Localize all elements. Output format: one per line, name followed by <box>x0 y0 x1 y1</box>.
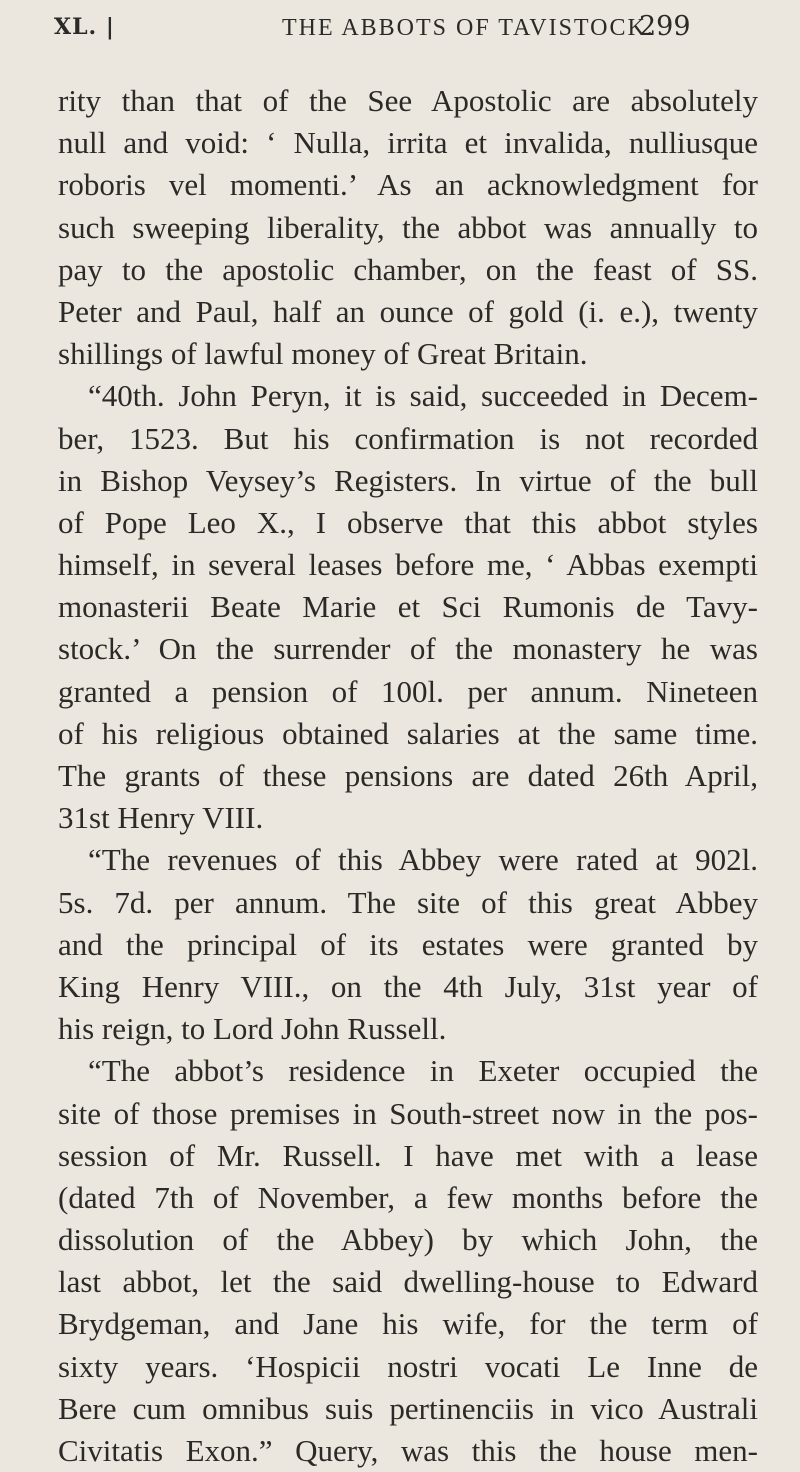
text-line: The grants of these pensions are dated 26th April, <box>58 758 758 793</box>
volume-number: XL. | <box>54 14 115 40</box>
text-line: 31st Henry VIII. <box>58 800 264 836</box>
text-line: ber, 1523. But his confirmation is not recorded <box>58 420 758 456</box>
text-line: null and void: ‘ Nulla, irrita et invalida, nulliusque <box>58 125 758 161</box>
text-line: 5s. 7d. per annum. The site of this great Abbey <box>58 884 758 920</box>
body-text <box>58 80 758 1472</box>
text-line: himself, in several leases before me, ‘ Abbas exempti <box>58 547 758 583</box>
page-header <box>0 0 800 70</box>
text-line: of Pope Leo X., I observe that this abbot styles <box>58 504 758 540</box>
text-line: session of Mr. Russell. I have met with a lease <box>58 1137 758 1173</box>
text-line: and the principal of its estates were granted by <box>58 926 758 962</box>
text-line: last abbot, let the said dwelling-house to Edward <box>58 1264 758 1300</box>
text-line: Bere cum omnibus suis pertinenciis in vico Australi <box>58 1390 758 1426</box>
text-line: pay to the apostolic chamber, on the feast of SS. <box>58 251 758 287</box>
text-line: in Bishop Veysey’s Registers. In virtue of the bull <box>58 462 758 498</box>
text-line: of his religious obtained salaries at the same time. <box>58 715 758 751</box>
text-line: “The revenues of this Abbey were rated at 902l. <box>88 842 758 878</box>
text-line: Peter and Paul, half an ounce of gold (i. e.), twenty <box>58 293 758 329</box>
running-title: THE ABBOTS OF TAVISTOCK. <box>282 15 655 41</box>
text-line: granted a pension of 100l. per annum. Nineteen <box>58 673 758 709</box>
text-line: Civitatis Exon.” Query, was this the house men- <box>58 1433 758 1468</box>
text-line: rity than that of the See Apostolic are absolutely <box>58 83 758 118</box>
text-line: shillings of lawful money of Great Britain. <box>58 336 588 372</box>
text-line: King Henry VIII., on the 4th July, 31st year of <box>58 968 758 1004</box>
text-line: sixty years. ‘Hospicii nostri vocati Le Inne de <box>58 1348 758 1384</box>
text-line: (dated 7th of November, a few months before the <box>58 1179 758 1215</box>
text-line: Brydgeman, and Jane his wife, for the term of <box>58 1306 758 1342</box>
text-line: dissolution of the Abbey) by which John, the <box>58 1222 758 1258</box>
text-line: monasterii Beate Marie et Sci Rumonis de Tavy- <box>58 589 758 625</box>
text-line: stock.’ On the surrender of the monastery he was <box>58 631 758 667</box>
text-line: site of those premises in South-street now in the pos- <box>58 1095 758 1131</box>
text-line: such sweeping liberality, the abbot was annually to <box>58 209 758 245</box>
text-line: “40th. John Peryn, it is said, succeeded in Decem- <box>88 378 758 414</box>
text-line: “The abbot’s residence in Exeter occupied the <box>88 1053 758 1089</box>
page-number: 299 <box>639 11 691 42</box>
text-line: roboris vel momenti.’ As an acknowledgment for <box>58 167 758 203</box>
text-line: his reign, to Lord John Russell. <box>58 1011 447 1047</box>
